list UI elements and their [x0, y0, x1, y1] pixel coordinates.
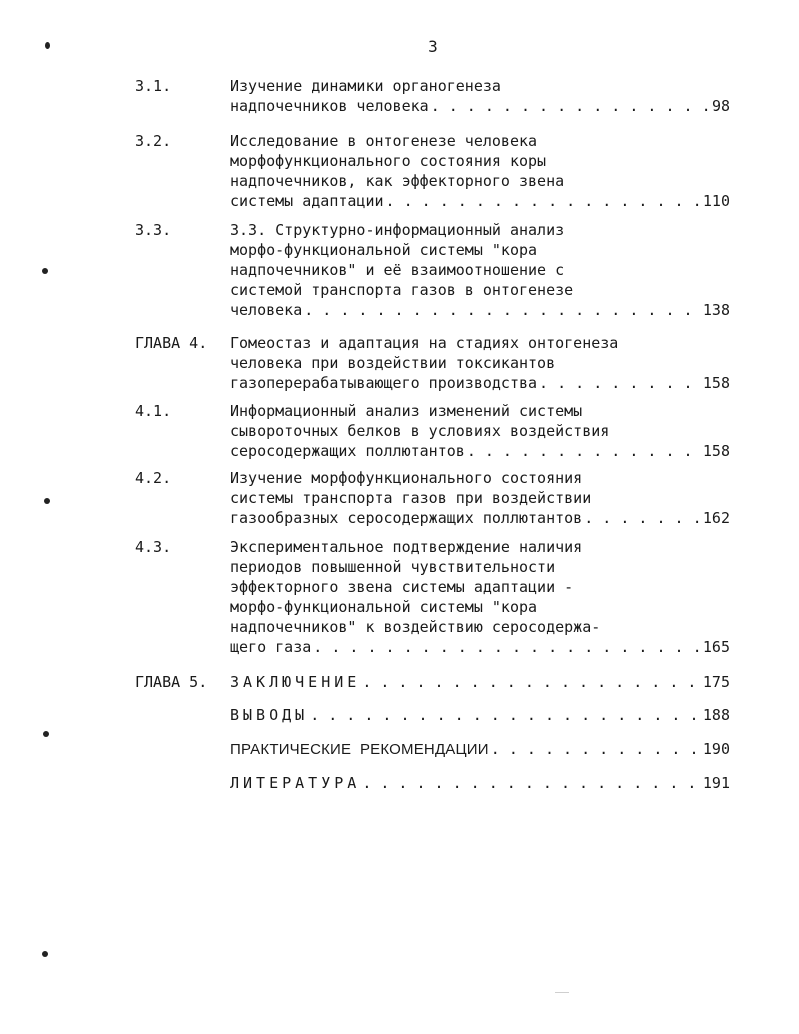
toc-title-last-line: [230, 672, 730, 692]
toc-title-last-line: [230, 637, 730, 657]
toc-entry-title: [230, 220, 730, 320]
scan-mark: [45, 42, 50, 49]
toc-title-end: газоперерабатывающего производства: [230, 374, 538, 392]
toc-entry-title: [230, 739, 730, 759]
toc-title-end: серосодержащих поллютантов: [230, 442, 465, 460]
toc-chapter-number: ГЛАВА 5.: [135, 673, 208, 691]
toc-title-line: 3.3. Структурно-информационный анализ: [230, 221, 565, 239]
dot-leader: [537, 373, 703, 393]
toc-entry-number: 4.2.: [135, 469, 172, 487]
page-number: 3: [428, 37, 438, 56]
toc-title-last-line: [230, 191, 730, 211]
toc-title-line: Исследование в онтогенезе человека: [230, 132, 538, 150]
toc-entry-number: 3.1.: [135, 77, 172, 95]
scan-mark: [42, 268, 48, 274]
dot-leader: [582, 508, 703, 528]
toc-page-number: 98: [711, 97, 730, 115]
toc-page-number: 165: [702, 638, 730, 656]
toc-entry-title: [230, 468, 730, 528]
toc-title-line: надпочечников, как эффекторного звена: [230, 172, 565, 190]
toc-title-last-line: [230, 739, 730, 759]
toc-entry-title: [230, 773, 730, 793]
toc-page-number: 190: [702, 740, 730, 758]
dot-leader: [465, 441, 703, 461]
toc-title-line: Изучение морфофункционального состояния: [230, 469, 583, 487]
dot-leader: [384, 191, 703, 211]
toc-page-number: 175: [702, 673, 730, 691]
toc-title-line: сывороточных белков в условиях воздействия: [230, 422, 610, 440]
toc-title-line: Гомеостаз и адаптация на стадиях онтогенеза: [230, 334, 619, 352]
toc-title-last-line: [230, 508, 730, 528]
scan-smudge: [555, 992, 569, 993]
toc-page-number: 188: [702, 706, 730, 724]
toc-title-line: надпочечников" к воздействию серосодержа-: [230, 618, 601, 636]
toc-entry-title: [230, 705, 730, 725]
toc-page-number: 138: [702, 301, 730, 319]
toc-page-number: 158: [702, 442, 730, 460]
dot-leader: [489, 739, 703, 759]
toc-title-last-line: [230, 300, 730, 320]
toc-page-number: 191: [702, 774, 730, 792]
toc-entry-title: [230, 401, 730, 461]
toc-entry-number: 4.1.: [135, 402, 172, 420]
toc-entry-number: 3.2.: [135, 132, 172, 150]
toc-title-line: периодов повышенной чувствительности: [230, 558, 556, 576]
toc-entry-title: [230, 131, 730, 211]
toc-title-last-line: [230, 373, 730, 393]
toc-page-number: 162: [702, 509, 730, 527]
toc-title-line: человека при воздействии токсикантов: [230, 354, 556, 372]
toc-chapter-number: ГЛАВА 4.: [135, 334, 208, 352]
toc-title-end: щего газа: [230, 638, 312, 656]
toc-entry-number: 3.3.: [135, 221, 172, 239]
toc-title-line: морфо-функциональной системы "кора: [230, 241, 538, 259]
dot-leader: [311, 637, 703, 657]
toc-title-end: ВЫВОДЫ: [230, 706, 309, 724]
toc-title-line: системы транспорта газов при воздействии: [230, 489, 592, 507]
toc-title-end: системы адаптации: [230, 192, 384, 210]
toc-page-number: 110: [702, 192, 730, 210]
toc-page-number: 158: [702, 374, 730, 392]
scan-mark: [44, 498, 50, 504]
dot-leader: [429, 96, 712, 116]
toc-title-line: морфо-функциональной системы "кора: [230, 598, 538, 616]
toc-entry-title: [230, 537, 730, 657]
dot-leader: [308, 705, 703, 725]
toc-title-end: человека: [230, 301, 303, 319]
toc-entry-title: [230, 672, 730, 692]
toc-title-end: надпочечников человека: [230, 97, 429, 115]
toc-entry-title: [230, 76, 730, 116]
toc-title-end: ПРАКТИЧЕСКИЕ РЕКОМЕНДАЦИИ: [230, 741, 489, 758]
toc-title-line: эффекторного звена системы адаптации -: [230, 578, 574, 596]
dot-leader: [302, 300, 703, 320]
toc-title-end: ЛИТЕРАТУРА: [230, 774, 361, 792]
toc-title-line: Экспериментальное подтверждение наличия: [230, 538, 583, 556]
dot-leader: [360, 773, 703, 793]
toc-title-last-line: [230, 441, 730, 461]
toc-title-line: надпочечников" и её взаимоотношение с: [230, 261, 565, 279]
toc-title-line: морфофункционального состояния коры: [230, 152, 547, 170]
toc-title-last-line: [230, 705, 730, 725]
scan-mark: [42, 951, 48, 957]
toc-title-last-line: [230, 773, 730, 793]
toc-entry-number: 4.3.: [135, 538, 172, 556]
scan-mark: [43, 731, 49, 737]
toc-title-end: газообразных серосодержащих поллютантов: [230, 509, 583, 527]
toc-title-line: Изучение динамики органогенеза: [230, 77, 501, 95]
toc-entry-title: [230, 333, 730, 393]
toc-title-line: системой транспорта газов в онтогенезе: [230, 281, 574, 299]
toc-title-last-line: [230, 96, 730, 116]
toc-title-end: ЗАКЛЮЧЕНИЕ: [230, 673, 361, 691]
dot-leader: [360, 672, 703, 692]
toc-title-line: Информационный анализ изменений системы: [230, 402, 583, 420]
